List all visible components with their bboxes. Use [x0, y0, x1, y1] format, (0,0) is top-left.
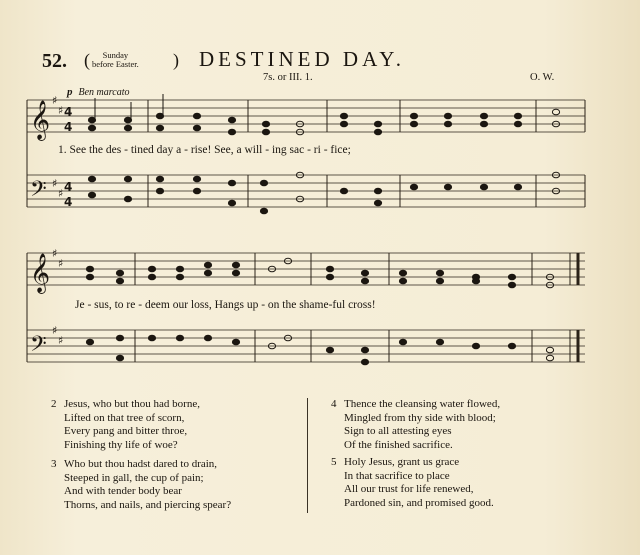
system2-bass-staff: [27, 330, 585, 362]
verse-line: Finishing thy life of woe?: [64, 438, 178, 451]
verse-line: Jesus, who but thou had borne,: [64, 398, 200, 410]
hymn-number: 52.: [42, 50, 67, 72]
open-paren: (: [84, 50, 90, 70]
occasion-line-1: Sunday: [102, 50, 129, 60]
verse-line: Thorns, and nails, and piercing spear?: [64, 498, 232, 511]
lyric-line-2: Je - sus, to re - deem our loss, Hangs up - on the shame-ful cross!: [75, 299, 376, 311]
sharp-icon: ♯: [52, 324, 58, 337]
verse-line: Who but thou hadst dared to drain,: [64, 458, 218, 470]
verse-5: [331, 456, 494, 510]
verse-line: Steeped in gall, the cup of pain;: [64, 471, 204, 484]
verse-line: Thence the cleansing water flowed,: [344, 398, 501, 410]
sharp-icon: ♯: [58, 257, 64, 270]
verse-line: And with tender body bear: [64, 485, 182, 497]
close-paren: ): [173, 50, 179, 70]
system1-bass-staff: [27, 175, 585, 207]
verse-number: 5: [331, 456, 337, 468]
bass-clef-icon: 𝄢: [30, 177, 47, 207]
occasion-line-2: before Easter.: [92, 59, 139, 69]
system1-treble-staff: [27, 100, 585, 132]
verse-line: Lifted on that tree of scorn,: [64, 411, 185, 424]
sharp-icon: ♯: [58, 334, 64, 347]
verse-4: [331, 398, 501, 452]
verse-2: [51, 398, 200, 452]
verse-line: Sign to all attesting eyes: [344, 425, 452, 437]
time-signature-top: 4: [64, 180, 73, 194]
lyric-line-1: 1. See the des - tined day a - rise! See, a will - ing sac - ri - fice;: [58, 144, 351, 156]
sharp-icon: ♯: [58, 104, 64, 117]
treble-clef-icon: 𝄞: [30, 100, 51, 140]
verse-line: Of the finished sacrifice.: [344, 438, 453, 451]
noteheads: [86, 94, 559, 365]
hymn-title: DESTINED DAY.: [199, 47, 406, 71]
composer-label: O. W.: [530, 72, 555, 83]
verse-line: Holy Jesus, grant us grace: [344, 456, 460, 468]
time-signature-bottom: 4: [64, 120, 73, 134]
meter-label: 7s. or III. 1.: [263, 72, 313, 83]
sharp-icon: ♯: [52, 247, 58, 260]
verse-line: All our trust for life renewed,: [344, 483, 474, 495]
verse-divider: [307, 398, 308, 513]
treble-clef-icon: 𝄞: [30, 253, 51, 293]
sharp-icon: ♯: [52, 94, 58, 107]
sharp-icon: ♯: [58, 187, 64, 200]
time-signature-bottom: 4: [64, 195, 73, 209]
verse-line: Mingled from thy side with blood;: [344, 411, 496, 424]
verse-line: Every pang and bitter throe,: [64, 425, 188, 437]
verse-line: In that sacrifice to place: [344, 469, 450, 482]
dynamic-mark: p: [67, 86, 73, 98]
sharp-icon: ♯: [52, 177, 58, 190]
time-signature-top: 4: [64, 105, 73, 119]
tempo-text: Ben marcato: [78, 87, 130, 98]
verse-number: 3: [51, 458, 57, 470]
barlines: [27, 100, 585, 362]
verse-number: 4: [331, 398, 337, 410]
system2-treble-staff: [27, 253, 585, 285]
bass-clef-icon: 𝄢: [30, 332, 47, 362]
verse-3: [51, 458, 232, 512]
verse-line: Pardoned sin, and promised good.: [344, 496, 494, 509]
verse-number: 2: [51, 398, 57, 410]
